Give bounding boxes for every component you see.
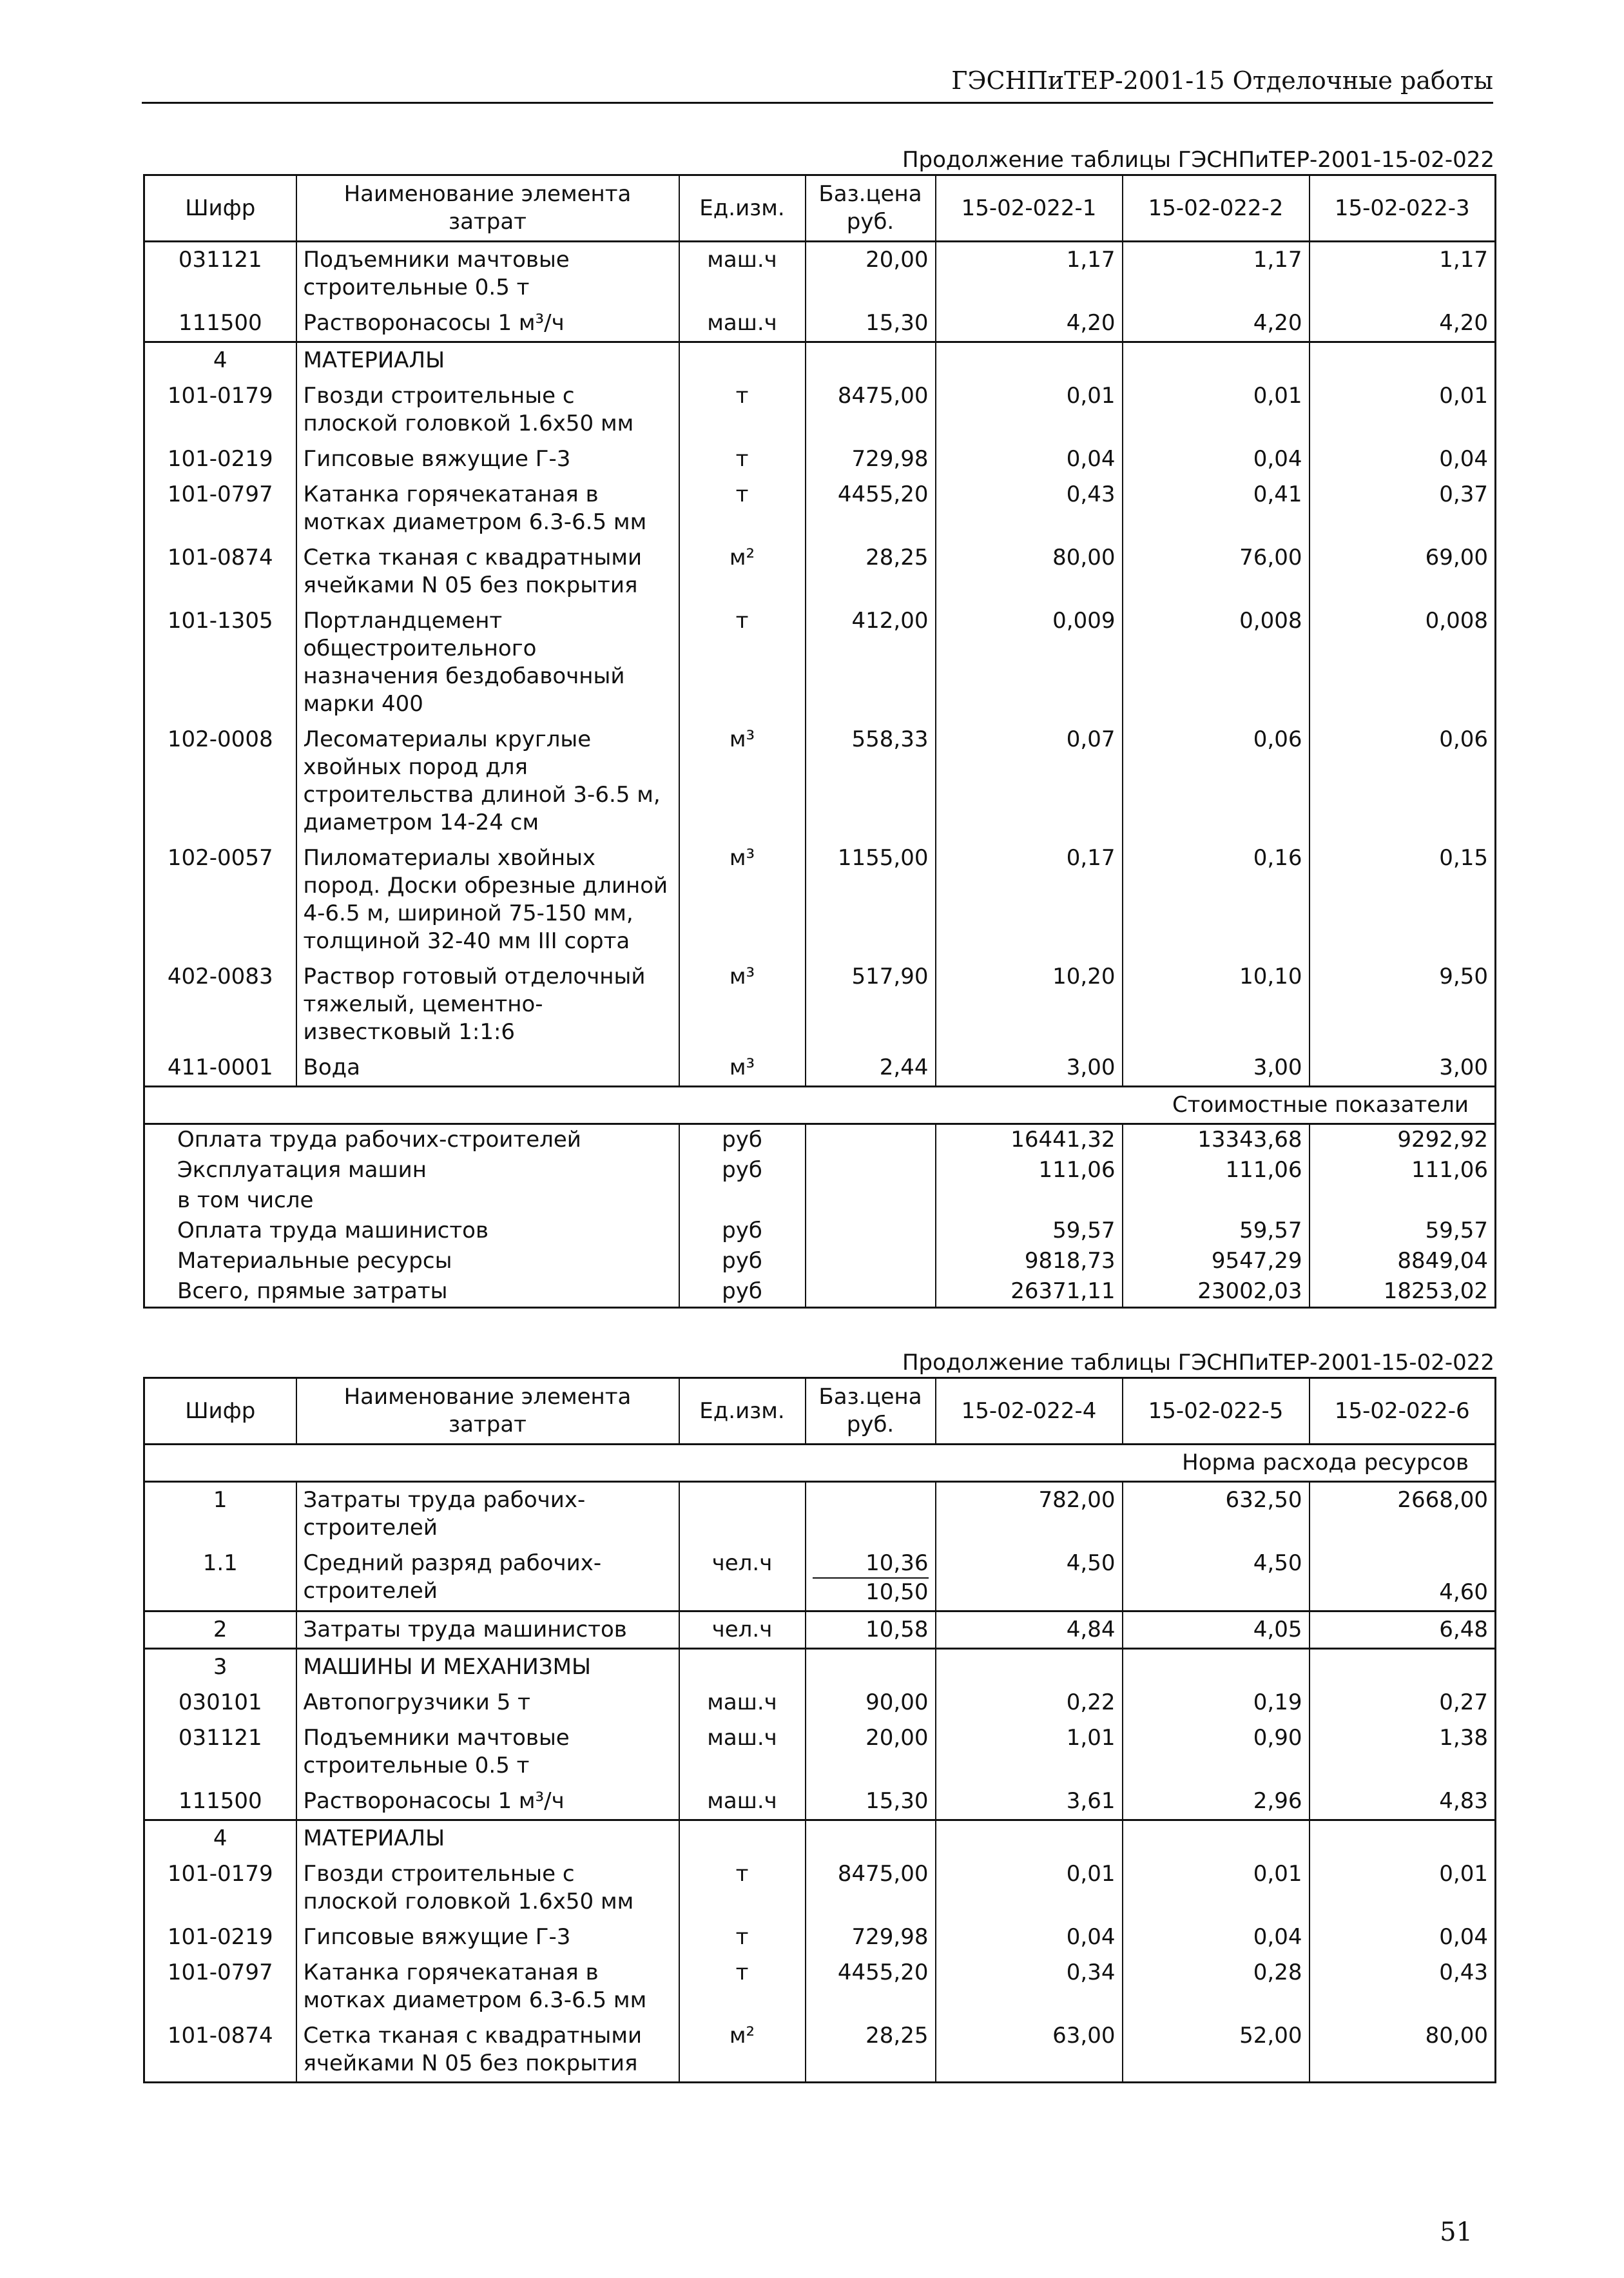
row-price: 20,00 — [806, 242, 936, 306]
cost-unit: руб — [679, 1216, 806, 1246]
cost-unit: руб — [679, 1155, 806, 1185]
section-title: МАТЕРИАЛЫ — [296, 342, 679, 379]
row-value-1: 0,01 — [936, 1856, 1123, 1920]
row-value-1: 0,01 — [936, 378, 1123, 442]
section-code: 3 — [144, 1649, 296, 1686]
material-row — [144, 2018, 1496, 2083]
cost-value-1: 59,57 — [936, 1216, 1123, 1246]
row-code: 101-0874 — [144, 540, 296, 603]
col-header-unit: Ед.изм. — [679, 175, 806, 242]
row-code: 411-0001 — [144, 1050, 296, 1087]
running-header: ГЭСНПиТЕР-2001-15 Отделочные работы — [142, 59, 1493, 104]
row-value-2: 2,96 — [1123, 1784, 1310, 1820]
row-unit: м³ — [679, 959, 806, 1050]
row-value-2: 0,04 — [1123, 1920, 1310, 1955]
material-row — [144, 442, 1496, 477]
row-value-1: 4,84 — [936, 1611, 1123, 1649]
col-header-unit: Ед.изм. — [679, 1378, 806, 1445]
row-value-3: 9,50 — [1310, 959, 1496, 1050]
row-value-3: 0,43 — [1310, 1955, 1496, 2018]
row-value-3: 0,27 — [1310, 1685, 1496, 1720]
labour-row — [144, 1482, 1496, 1546]
row-value-1: 4,50 — [936, 1546, 1123, 1611]
cost-price-empty — [806, 1216, 936, 1246]
section-title: МАТЕРИАЛЫ — [296, 1820, 679, 1857]
material-row — [144, 540, 1496, 603]
col-header-norm-3: 15-02-022-3 — [1310, 175, 1496, 242]
cost-label: Всего, прямые затраты — [144, 1276, 679, 1308]
row-value-2: 4,20 — [1123, 306, 1310, 342]
cost-value-3: 18253,02 — [1310, 1276, 1496, 1308]
row-value-1: 3,61 — [936, 1784, 1123, 1820]
row-unit: т — [679, 378, 806, 442]
row-value-1: 0,17 — [936, 841, 1123, 959]
row-value-2: 10,10 — [1123, 959, 1310, 1050]
row-value-3: 0,04 — [1310, 1920, 1496, 1955]
row-value-2: 76,00 — [1123, 540, 1310, 603]
row-unit: м² — [679, 540, 806, 603]
row-value-3: 0,01 — [1310, 1856, 1496, 1920]
row-value-3: 0,008 — [1310, 603, 1496, 722]
row-value-1: 782,00 — [936, 1482, 1123, 1546]
row-unit — [679, 1482, 806, 1546]
row-code: 101-0179 — [144, 378, 296, 442]
row-unit: т — [679, 1920, 806, 1955]
cost-row — [144, 1216, 1496, 1246]
machine-row — [144, 1720, 1496, 1784]
cost-value-3: 111,06 — [1310, 1155, 1496, 1185]
row-value-3: 69,00 — [1310, 540, 1496, 603]
norm-section-row — [144, 1445, 1496, 1482]
cost-row — [144, 1185, 1496, 1216]
row-value-1: 0,04 — [936, 1920, 1123, 1955]
row-value-2: 632,50 — [1123, 1482, 1310, 1546]
row-price: 8475,00 — [806, 378, 936, 442]
row-value-1: 0,009 — [936, 603, 1123, 722]
material-row — [144, 1856, 1496, 1920]
cost-price-empty — [806, 1246, 936, 1276]
row-price: 558,33 — [806, 722, 936, 841]
cost-value-2: 59,57 — [1123, 1216, 1310, 1246]
row-value-1: 63,00 — [936, 2018, 1123, 2083]
row-name: Средний разряд рабочих-строителей — [296, 1546, 679, 1611]
row-unit: т — [679, 1856, 806, 1920]
row-value-3: 4,60 — [1310, 1546, 1496, 1611]
col-header-price: Баз.цена руб. — [806, 175, 936, 242]
row-value-1: 3,00 — [936, 1050, 1123, 1087]
cost-label: Материальные ресурсы — [144, 1246, 679, 1276]
row-price — [806, 1482, 936, 1546]
row-price: 15,30 — [806, 1784, 936, 1820]
cost-label: Эксплуатация машин — [144, 1155, 679, 1185]
row-value-1: 0,22 — [936, 1685, 1123, 1720]
row-unit: м³ — [679, 841, 806, 959]
row-price: 28,25 — [806, 540, 936, 603]
table1-header-row — [144, 175, 1496, 242]
row-name: Лесоматериалы круглые хвойных пород для строительства длиной 3-6.5 м, диаметром 14-24 см — [296, 722, 679, 841]
row-value-2: 0,16 — [1123, 841, 1310, 959]
row-value-2: 4,05 — [1123, 1611, 1310, 1649]
row-unit: чел.ч — [679, 1546, 806, 1611]
row-value-3: 0,01 — [1310, 378, 1496, 442]
row-code: 101-0179 — [144, 1856, 296, 1920]
row-name: Катанка горячекатаная в мотках диаметром 6.3-6.5 мм — [296, 477, 679, 540]
row-name: Пиломатериалы хвойных пород. Доски обрезные длиной 4-6.5 м, шириной 75-150 мм, толщиной 32-40 мм III сорта — [296, 841, 679, 959]
material-row — [144, 477, 1496, 540]
row-value-2: 0,04 — [1123, 442, 1310, 477]
cost-value-2 — [1123, 1185, 1310, 1216]
material-row — [144, 378, 1496, 442]
row-price: 1155,00 — [806, 841, 936, 959]
materials-section-row — [144, 1820, 1496, 1857]
row-value-3: 3,00 — [1310, 1050, 1496, 1087]
row-name: Подъемники мачтовые строительные 0.5 т — [296, 242, 679, 306]
row-value-2: 3,00 — [1123, 1050, 1310, 1087]
row-value-3: 2668,00 — [1310, 1482, 1496, 1546]
row-value-3: 0,06 — [1310, 722, 1496, 841]
row-code: 101-0797 — [144, 477, 296, 540]
resource-row — [144, 242, 1496, 306]
cost-value-1: 111,06 — [936, 1155, 1123, 1185]
cost-value-2: 13343,68 — [1123, 1124, 1310, 1156]
row-code: 030101 — [144, 1685, 296, 1720]
material-row — [144, 603, 1496, 722]
row-price: 15,30 — [806, 306, 936, 342]
row-unit: маш.ч — [679, 1720, 806, 1784]
col-header-norm-1: 15-02-022-1 — [936, 175, 1123, 242]
row-name: Портландцемент общестроительного назначения бездобавочный марки 400 — [296, 603, 679, 722]
row-code: 101-0219 — [144, 442, 296, 477]
machines-section-row — [144, 1649, 1496, 1686]
row-value-2: 0,28 — [1123, 1955, 1310, 2018]
row-name: Затраты труда машинистов — [296, 1611, 679, 1649]
row-value-2: 52,00 — [1123, 2018, 1310, 2083]
row-value-1: 1,01 — [936, 1720, 1123, 1784]
row-name: Растворонасосы 1 м³/ч — [296, 306, 679, 342]
col-header-price: Баз.цена руб. — [806, 1378, 936, 1445]
row-unit: м³ — [679, 1050, 806, 1087]
row-value-1: 10,20 — [936, 959, 1123, 1050]
row-name: Автопогрузчики 5 т — [296, 1685, 679, 1720]
col-header-norm-6: 15-02-022-6 — [1310, 1378, 1496, 1445]
col-header-name: Наименование элемента затрат — [296, 1378, 679, 1445]
row-code: 111500 — [144, 306, 296, 342]
row-value-2: 0,01 — [1123, 378, 1310, 442]
material-row — [144, 1920, 1496, 1955]
resource-table-2 — [143, 1377, 1496, 2083]
row-code: 1.1 — [144, 1546, 296, 1611]
row-code: 102-0008 — [144, 722, 296, 841]
row-value-2: 0,41 — [1123, 477, 1310, 540]
row-price: 10,58 — [806, 1611, 936, 1649]
cost-value-3: 59,57 — [1310, 1216, 1496, 1246]
cost-price-empty — [806, 1124, 936, 1156]
row-price — [806, 1546, 936, 1611]
section-code: 4 — [144, 342, 296, 379]
row-value-2: 1,17 — [1123, 242, 1310, 306]
row-value-2: 0,90 — [1123, 1720, 1310, 1784]
row-unit: чел.ч — [679, 1611, 806, 1649]
row-name: Гипсовые вяжущие Г-3 — [296, 1920, 679, 1955]
price-line-b: 10,50 — [813, 1577, 929, 1606]
row-value-2: 0,01 — [1123, 1856, 1310, 1920]
row-name: Сетка тканая с квадратными ячейками N 05 без покрытия — [296, 2018, 679, 2083]
table2-header-row — [144, 1378, 1496, 1445]
cost-value-1 — [936, 1185, 1123, 1216]
row-value-2: 0,19 — [1123, 1685, 1310, 1720]
row-value-3: 0,37 — [1310, 477, 1496, 540]
norm-section-title: Норма расхода ресурсов — [144, 1445, 1496, 1482]
row-unit: т — [679, 1955, 806, 2018]
row-name: Затраты труда рабочих-строителей — [296, 1482, 679, 1546]
row-code: 111500 — [144, 1784, 296, 1820]
row-unit: т — [679, 603, 806, 722]
material-row — [144, 959, 1496, 1050]
row-name: Сетка тканая с квадратными ячейками N 05 без покрытия — [296, 540, 679, 603]
row-value-3: 6,48 — [1310, 1611, 1496, 1649]
row-code: 2 — [144, 1611, 296, 1649]
row-price: 20,00 — [806, 1720, 936, 1784]
cost-price-empty — [806, 1155, 936, 1185]
machine-row — [144, 1784, 1496, 1820]
cost-row — [144, 1124, 1496, 1156]
row-code: 1 — [144, 1482, 296, 1546]
cost-price-empty — [806, 1185, 936, 1216]
row-value-1: 4,20 — [936, 306, 1123, 342]
cost-value-1: 26371,11 — [936, 1276, 1123, 1308]
machinists-row — [144, 1611, 1496, 1649]
cost-section-title: Стоимостные показатели — [144, 1087, 1496, 1124]
row-value-1: 1,17 — [936, 242, 1123, 306]
row-code: 402-0083 — [144, 959, 296, 1050]
row-name: Подъемники мачтовые строительные 0.5 т — [296, 1720, 679, 1784]
col-header-norm-2: 15-02-022-2 — [1123, 175, 1310, 242]
table2-caption: Продолжение таблицы ГЭСНПиТЕР-2001-15-02-022 — [902, 1350, 1494, 1376]
price-line-a: 10,36 — [865, 1550, 929, 1576]
row-code: 101-0219 — [144, 1920, 296, 1955]
table1-caption: Продолжение таблицы ГЭСНПиТЕР-2001-15-02-022 — [902, 147, 1494, 173]
row-name: Гвозди строительные с плоской головкой 1.6х50 мм — [296, 1856, 679, 1920]
row-value-3: 0,15 — [1310, 841, 1496, 959]
col-header-norm-5: 15-02-022-5 — [1123, 1378, 1310, 1445]
row-code: 101-0797 — [144, 1955, 296, 2018]
row-value-3: 80,00 — [1310, 2018, 1496, 2083]
page-number: 51 — [1440, 2217, 1473, 2247]
row-unit: маш.ч — [679, 1685, 806, 1720]
cost-label: в том числе — [144, 1185, 679, 1216]
row-unit: т — [679, 477, 806, 540]
row-value-2: 4,50 — [1123, 1546, 1310, 1611]
row-name: Гвозди строительные с плоской головкой 1.6х50 мм — [296, 378, 679, 442]
cost-section-row — [144, 1087, 1496, 1124]
row-value-1: 0,07 — [936, 722, 1123, 841]
col-header-norm-4: 15-02-022-4 — [936, 1378, 1123, 1445]
cost-price-empty — [806, 1276, 936, 1308]
row-unit: м² — [679, 2018, 806, 2083]
row-price: 412,00 — [806, 603, 936, 722]
cost-value-1: 16441,32 — [936, 1124, 1123, 1156]
cost-label: Оплата труда машинистов — [144, 1216, 679, 1246]
row-code: 101-1305 — [144, 603, 296, 722]
cost-unit: руб — [679, 1124, 806, 1156]
row-name: Вода — [296, 1050, 679, 1087]
section-code: 4 — [144, 1820, 296, 1857]
row-code: 102-0057 — [144, 841, 296, 959]
row-value-3: 1,17 — [1310, 242, 1496, 306]
cost-value-2: 111,06 — [1123, 1155, 1310, 1185]
cost-value-1: 9818,73 — [936, 1246, 1123, 1276]
row-name: Раствор готовый отделочный тяжелый, цементно-известковый 1:1:6 — [296, 959, 679, 1050]
row-value-2: 0,06 — [1123, 722, 1310, 841]
col-header-code: Шифр — [144, 1378, 296, 1445]
row-value-1: 80,00 — [936, 540, 1123, 603]
col-header-code: Шифр — [144, 175, 296, 242]
row-price: 90,00 — [806, 1685, 936, 1720]
material-row — [144, 841, 1496, 959]
materials-section-row — [144, 342, 1496, 379]
cost-value-3 — [1310, 1185, 1496, 1216]
col-header-name: Наименование элемента затрат — [296, 175, 679, 242]
row-value-1: 0,34 — [936, 1955, 1123, 2018]
grade-row — [144, 1546, 1496, 1611]
row-code: 101-0874 — [144, 2018, 296, 2083]
row-price: 8475,00 — [806, 1856, 936, 1920]
row-code: 031121 — [144, 242, 296, 306]
row-value-3: 4,83 — [1310, 1784, 1496, 1820]
row-price: 28,25 — [806, 2018, 936, 2083]
cost-value-2: 23002,03 — [1123, 1276, 1310, 1308]
row-value-3: 4,20 — [1310, 306, 1496, 342]
cost-row — [144, 1276, 1496, 1308]
row-price: 729,98 — [806, 1920, 936, 1955]
material-row — [144, 1955, 1496, 2018]
row-price: 4455,20 — [806, 477, 936, 540]
cost-unit: руб — [679, 1276, 806, 1308]
resource-table-1 — [143, 174, 1496, 1309]
machine-row — [144, 1685, 1496, 1720]
row-unit: т — [679, 442, 806, 477]
section-title: МАШИНЫ И МЕХАНИЗМЫ — [296, 1649, 679, 1686]
cost-value-3: 9292,92 — [1310, 1124, 1496, 1156]
row-unit: маш.ч — [679, 1784, 806, 1820]
row-unit: м³ — [679, 722, 806, 841]
cost-row — [144, 1155, 1496, 1185]
row-value-2: 0,008 — [1123, 603, 1310, 722]
resource-row — [144, 306, 1496, 342]
cost-value-2: 9547,29 — [1123, 1246, 1310, 1276]
row-price: 729,98 — [806, 442, 936, 477]
material-row — [144, 1050, 1496, 1087]
cost-unit: руб — [679, 1246, 806, 1276]
row-value-1: 0,43 — [936, 477, 1123, 540]
cost-label: Оплата труда рабочих-строителей — [144, 1124, 679, 1156]
material-row — [144, 722, 1496, 841]
row-unit: маш.ч — [679, 306, 806, 342]
cost-unit — [679, 1185, 806, 1216]
row-price: 4455,20 — [806, 1955, 936, 2018]
cost-row — [144, 1246, 1496, 1276]
row-unit: маш.ч — [679, 242, 806, 306]
row-code: 031121 — [144, 1720, 296, 1784]
row-name: Растворонасосы 1 м³/ч — [296, 1784, 679, 1820]
row-name: Катанка горячекатаная в мотках диаметром 6.3-6.5 мм — [296, 1955, 679, 2018]
cost-value-3: 8849,04 — [1310, 1246, 1496, 1276]
row-value-1: 0,04 — [936, 442, 1123, 477]
row-price: 2,44 — [806, 1050, 936, 1087]
row-price: 517,90 — [806, 959, 936, 1050]
row-name: Гипсовые вяжущие Г-3 — [296, 442, 679, 477]
row-value-3: 0,04 — [1310, 442, 1496, 477]
row-value-3: 1,38 — [1310, 1720, 1496, 1784]
